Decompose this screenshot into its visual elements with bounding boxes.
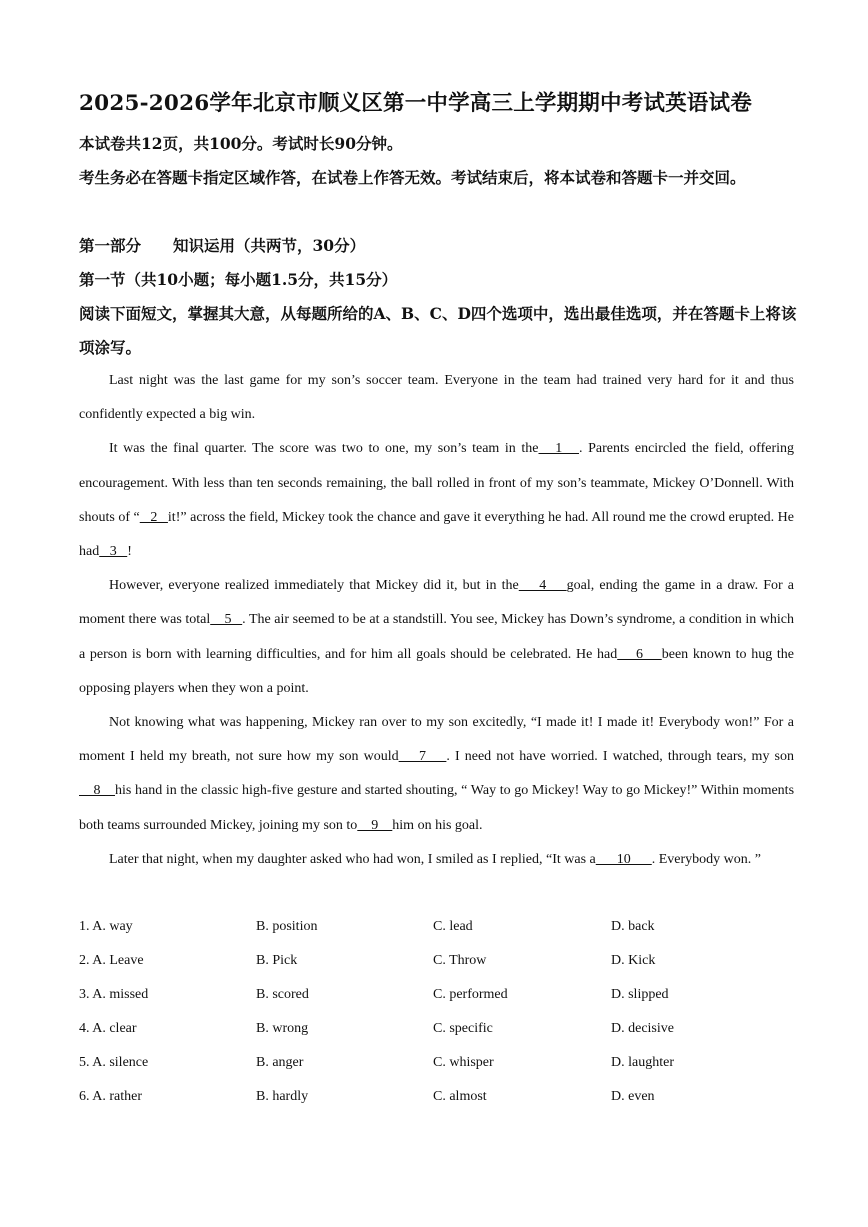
blank-8: 8 <box>79 783 116 799</box>
option-b: B. anger <box>256 1055 304 1071</box>
exam-instructions: 考生务必在答题卡指定区域作答，在试卷上作答无效。考试结束后，将本试卷和答题卡一并交回。 <box>79 168 746 187</box>
cloze-passage <box>79 364 794 877</box>
blank-6: 6 <box>617 646 662 662</box>
blank-10: 10 <box>595 851 652 867</box>
passage-text: Later that night, when my daughter asked who had won, I smiled as I replied, “It was a <box>109 851 596 867</box>
question-options-row <box>79 1012 799 1046</box>
passage-text: him on his goal. <box>392 817 483 833</box>
exam-title: 2025-2026学年北京市顺义区第一中学高三上学期期中考试英语试卷 <box>79 91 752 116</box>
part-label: 第一部分 <box>79 236 142 255</box>
option-b: B. position <box>256 919 318 934</box>
option-a: 3. A. missed <box>79 987 149 1003</box>
section-heading: 第一节（共10小题；每小题1.5分，共15分） <box>79 270 398 289</box>
option-a: 1. A. way <box>79 919 133 934</box>
question-options-row <box>79 1046 799 1080</box>
option-b: B. scored <box>256 987 309 1003</box>
passage-text: Not knowing what was happening, Mickey ran over to my son excitedly, “I made it! I made it! Everybody won!” For a moment I held my breath, not sure how my son would <box>79 715 794 765</box>
passage-paragraph: Last night was the last game for my son’s soccer team. Everyone in the team had trained very hard for it and thus confidently expected a big win. <box>79 373 794 423</box>
passage-text: . The air seemed to be at a standstill. You see, Mickey has Down’s syndrome, a condition in which a person is born with learning difficulties, and for him all goals should be celebrated. He had <box>79 612 795 662</box>
option-a: 2. A. Leave <box>79 953 144 969</box>
directions: 阅读下面短文，掌握其大意，从每题所给的A、B、C、D四个选项中，选出最佳选项，并在答题卡上将该项涂写。 <box>79 304 797 357</box>
blank-3: 3 <box>99 544 128 560</box>
option-a: 4. A. clear <box>79 1021 137 1037</box>
blank-9: 9 <box>357 817 393 833</box>
passage-text: However, everyone realized immediately that Mickey did it, but in the <box>109 578 519 594</box>
option-d: D. Kick <box>611 953 656 969</box>
blank-5: 5 <box>210 612 243 628</box>
option-d: D. back <box>611 919 655 934</box>
option-c: C. almost <box>433 1089 487 1105</box>
option-d: D. slipped <box>611 987 669 1003</box>
passage-text: . I need not have worried. I watched, through tears, my son <box>446 749 794 765</box>
blank-1: 1 <box>538 441 579 457</box>
option-c: C. whisper <box>433 1055 494 1071</box>
passage-paragraph <box>79 432 794 569</box>
passage-text: it!” across the field, Mickey took the chance and gave it everything he had. All round me the crowd erupted. He had <box>79 509 795 560</box>
option-d: D. decisive <box>611 1021 674 1037</box>
passage-paragraph <box>79 843 794 877</box>
passage-text: It was the final quarter. The score was two to one, my son’s team in the <box>109 441 539 457</box>
passage-text: . Everybody won. ” <box>651 851 762 867</box>
option-d: D. laughter <box>611 1055 674 1071</box>
exam-info-line: 本试卷共12页，共100分。考试时长90分钟。 <box>79 134 403 153</box>
part-heading <box>79 229 799 263</box>
blank-7: 7 <box>398 749 447 765</box>
question-options-row <box>79 1080 799 1114</box>
question-options-row <box>79 978 799 1012</box>
answer-options <box>79 910 799 1115</box>
option-a: 5. A. silence <box>79 1055 149 1071</box>
option-b: B. hardly <box>256 1089 309 1105</box>
question-options-row <box>79 944 799 978</box>
option-a: 6. A. rather <box>79 1089 142 1105</box>
passage-text: ! <box>127 544 132 560</box>
passage-text: his hand in the classic high-five gesture and started shouting, “ Way to go Mickey! Way to go Mickey!” Within moments both teams surrounded Mickey, joining my son to <box>79 783 795 833</box>
passage-paragraph <box>79 569 794 706</box>
passage-text: been known to hug the opposing players when they won a point. <box>79 646 795 696</box>
passage-text: . Parents encircled the field, offering encouragement. With less than ten seconds remaining, the ball rolled in front of my son’s teammate, Mickey O’Donnell. With shouts of “ <box>79 441 794 525</box>
blank-2: 2 <box>139 509 168 525</box>
option-b: B. wrong <box>256 1021 309 1037</box>
option-c: C. Throw <box>433 953 487 969</box>
passage-paragraph <box>79 706 794 843</box>
option-c: C. specific <box>433 1021 493 1037</box>
blank-4: 4 <box>518 578 567 594</box>
option-c: C. lead <box>433 919 473 934</box>
part-title: 知识运用（共两节，30分） <box>173 236 366 255</box>
option-b: B. Pick <box>256 953 298 969</box>
passage-text: goal, ending the game in a draw. For a moment there was total <box>79 578 794 628</box>
option-c: C. performed <box>433 987 508 1003</box>
option-d: D. even <box>611 1089 655 1105</box>
question-options-row <box>79 910 799 944</box>
